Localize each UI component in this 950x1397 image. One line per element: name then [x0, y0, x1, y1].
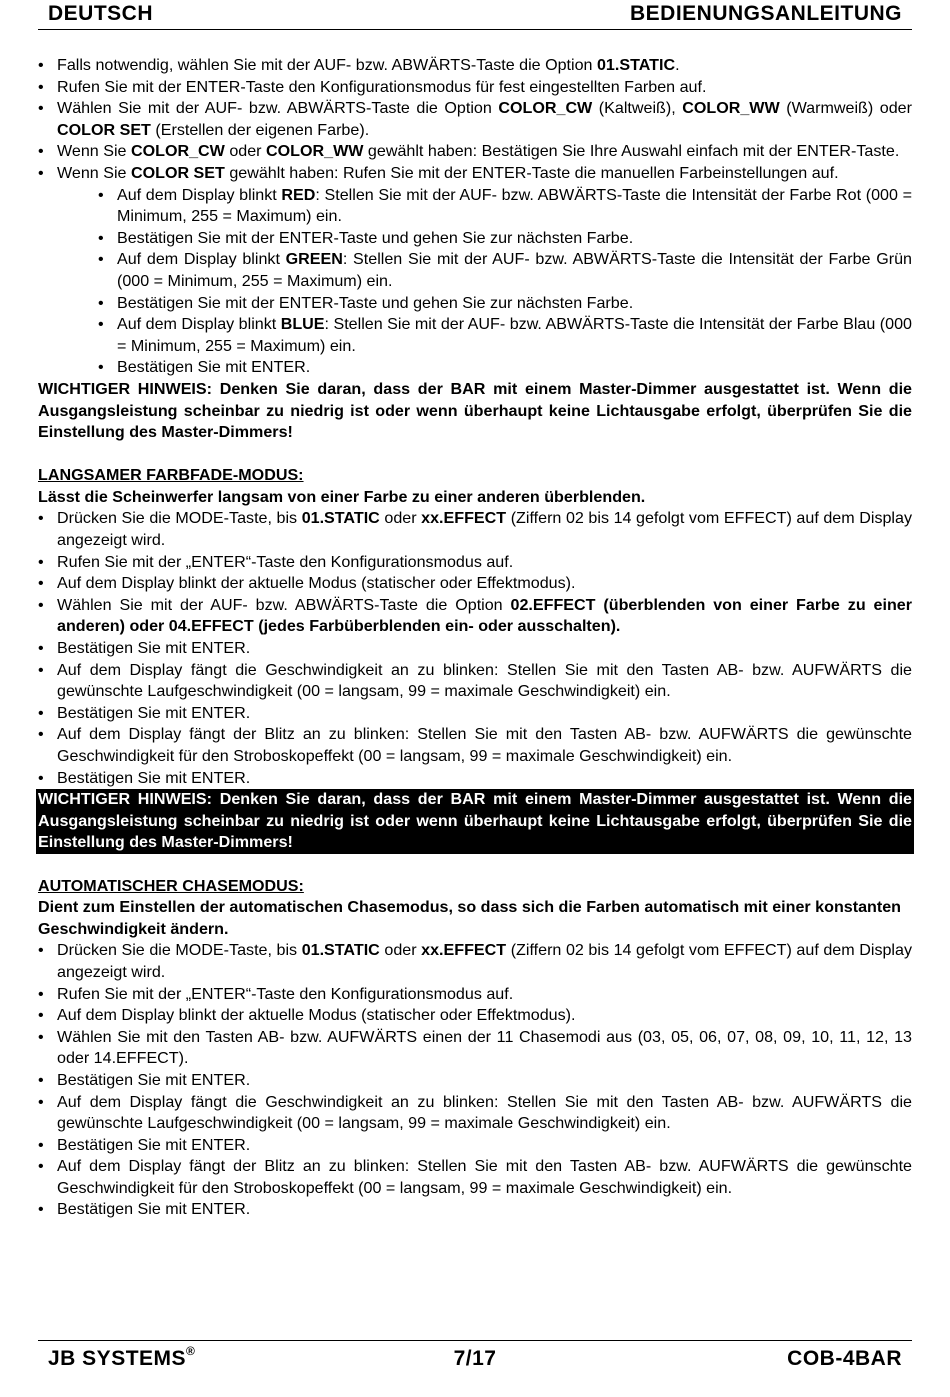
footer-brand: JB SYSTEMS®: [48, 1344, 196, 1370]
list-item: • Bestätigen Sie mit ENTER.: [38, 703, 912, 725]
important-note: WICHTIGER HINWEIS: Denken Sie daran, dass der BAR mit einem Master-Dimmer ausgestattet ist. Wenn die Ausgangsleistung scheinbar zu niedrig ist oder wenn überhaupt keine Lichtausgabe erfolgt, überprüfen Sie die Einstellung des Master-Dimmers!: [38, 379, 912, 442]
list-item: • Rufen Sie mit der „ENTER“-Taste den Konfigurationsmodus auf.: [38, 984, 912, 1006]
list-item: • Auf dem Display fängt die Geschwindigkeit an zu blinken: Stellen Sie mit den Tasten AB- bzw. AUFWÄRTS die gewünschte Laufgeschwindigkeit (00 = langsam, 99 = maximale Geschwindigkeit) ein.: [38, 1092, 912, 1135]
list-item: • Bestätigen Sie mit ENTER.: [98, 357, 912, 379]
list-item: • Bestätigen Sie mit der ENTER-Taste und gehen Sie zur nächsten Farbe.: [98, 228, 912, 250]
list-item: • Wenn Sie COLOR_CW oder COLOR_WW gewählt haben: Bestätigen Sie Ihre Auswahl einfach mit der ENTER-Taste.: [38, 141, 912, 163]
list-item: • Auf dem Display fängt der Blitz an zu blinken: Stellen Sie mit den Tasten AB- bzw. AUFWÄRTS die gewünschte Geschwindigkeit für den Stroboskopeffekt (00 = langsam, 99 = maximale Geschwindigkeit) ein.: [38, 1156, 912, 1199]
list-item: • Auf dem Display blinkt RED: Stellen Sie mit der AUF- bzw. ABWÄRTS-Taste die Intensität der Farbe Rot (000 = Minimum, 255 = Maximum) ein.: [98, 185, 912, 228]
list-item: • Wenn Sie COLOR SET gewählt haben: Rufen Sie mit der ENTER-Taste die manuellen Farbeinstellungen auf.: [38, 163, 912, 185]
page-header: [38, 0, 912, 30]
section-lead-chase: Dient zum Einstellen der automatischen Chasemodus, so dass sich die Farben automatisch mit einer konstanten Geschwindigkeit ändern.: [38, 898, 902, 938]
list-item: • Auf dem Display fängt die Geschwindigkeit an zu blinken: Stellen Sie mit den Tasten AB- bzw. AUFWÄRTS die gewünschte Laufgeschwindigkeit (00 = langsam, 99 = maximale Geschwindigkeit) ein.: [38, 660, 912, 703]
registered-mark: ®: [186, 1344, 196, 1358]
header-language: DEUTSCH: [48, 2, 154, 25]
color-set-sublist: [98, 185, 912, 379]
fade-mode-list: [38, 508, 912, 789]
list-item: • Bestätigen Sie mit ENTER.: [38, 768, 912, 790]
header-doc-title: BEDIENUNGSANLEITUNG: [629, 2, 902, 25]
page-content: [38, 55, 912, 1221]
list-item: • Bestätigen Sie mit der ENTER-Taste und gehen Sie zur nächsten Farbe.: [98, 293, 912, 315]
important-note-highlighted: WICHTIGER HINWEIS: Denken Sie daran, dass der BAR mit einem Master-Dimmer ausgestattet ist. Wenn die Ausgangsleistung scheinbar zu niedrig ist oder wenn überhaupt keine Lichtausgabe erfolgt, überprüfen Sie die Einstellung des Master-Dimmers!: [36, 789, 914, 854]
list-item: • Drücken Sie die MODE-Taste, bis 01.STATIC oder xx.EFFECT (Ziffern 02 bis 14 gefolgt vom EFFECT) auf dem Display angezeigt wird.: [38, 940, 912, 983]
list-item: • Bestätigen Sie mit ENTER.: [38, 1070, 912, 1092]
static-color-list: [38, 55, 912, 185]
list-item: • Auf dem Display blinkt der aktuelle Modus (statischer oder Effektmodus).: [38, 573, 912, 595]
section-title-chase: AUTOMATISCHER CHASEMODUS:: [38, 876, 304, 895]
list-item: • Drücken Sie die MODE-Taste, bis 01.STATIC oder xx.EFFECT (Ziffern 02 bis 14 gefolgt vom EFFECT) auf dem Display angezeigt wird.: [38, 508, 912, 551]
list-item: • Wählen Sie mit der AUF- bzw. ABWÄRTS-Taste die Option 02.EFFECT (überblenden von einer Farbe zu einer anderen) oder 04.EFFECT (jedes Farbüberblenden ein- oder ausschalten).: [38, 595, 912, 638]
list-item: • Rufen Sie mit der ENTER-Taste den Konfigurationsmodus für fest eingestellten Farben auf.: [38, 77, 912, 99]
page-number: 7/17: [453, 1347, 497, 1370]
list-item: • Auf dem Display blinkt GREEN: Stellen Sie mit der AUF- bzw. ABWÄRTS-Taste die Intensität der Farbe Grün (000 = Minimum, 255 = Maximum) ein.: [98, 249, 912, 292]
list-item: • Rufen Sie mit der „ENTER“-Taste den Konfigurationsmodus auf.: [38, 552, 912, 574]
list-item: • Auf dem Display fängt der Blitz an zu blinken: Stellen Sie mit den Tasten AB- bzw. AUFWÄRTS die gewünschte Geschwindigkeit für den Stroboskopeffekt (00 = langsam, 99 = maximale Geschwindigkeit) ein.: [38, 724, 912, 767]
list-item: • Wählen Sie mit den Tasten AB- bzw. AUFWÄRTS einen der 11 Chasemodi aus (03, 05, 06, 07, 08, 09, 10, 11, 12, 13 oder 14.EFFECT).: [38, 1027, 912, 1070]
section-lead-fade: Lässt die Scheinwerfer langsam von einer Farbe zu einer anderen überblenden.: [38, 487, 646, 506]
section-title-fade: LANGSAMER FARBFADE-MODUS:: [38, 466, 304, 485]
footer-model: COB-4BAR: [787, 1347, 902, 1370]
page-footer: [38, 1340, 912, 1381]
list-item: • Bestätigen Sie mit ENTER.: [38, 638, 912, 660]
list-item: • Bestätigen Sie mit ENTER.: [38, 1199, 912, 1221]
list-item: • Wählen Sie mit der AUF- bzw. ABWÄRTS-Taste die Option COLOR_CW (Kaltweiß), COLOR_WW (Warmweiß) oder COLOR SET (Erstellen der eigenen Farbe).: [38, 98, 912, 141]
list-item: • Auf dem Display blinkt BLUE: Stellen Sie mit der AUF- bzw. ABWÄRTS-Taste die Intensität der Farbe Blau (000 = Minimum, 255 = Maximum) ein.: [98, 314, 912, 357]
chase-mode-list: [38, 940, 912, 1221]
list-item: • Bestätigen Sie mit ENTER.: [38, 1135, 912, 1157]
list-item: • Auf dem Display blinkt der aktuelle Modus (statischer oder Effektmodus).: [38, 1005, 912, 1027]
list-item: • Falls notwendig, wählen Sie mit der AUF- bzw. ABWÄRTS-Taste die Option 01.STATIC.: [38, 55, 912, 77]
